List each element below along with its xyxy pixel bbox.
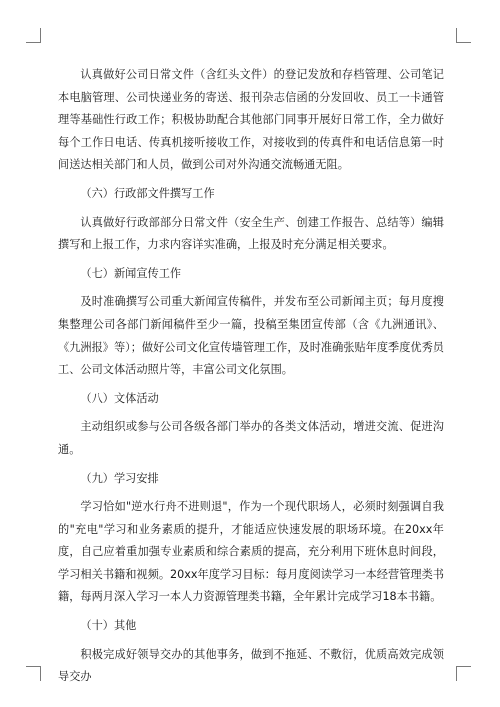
crop-mark-bottom-left [26, 666, 41, 681]
heading-section-10: （十）其他 [80, 619, 137, 633]
paragraph-admin-work: 认真做好公司日常文件（含红头文件）的登记发放和存档管理、公司笔记本电脑管理、公司快递业务的寄送、报刊杂志信函的分发回收、员工一卡通管理等基础性行政工作；积极协助配合其他部门同事开展好日常工作，全力做好每个工作日电话、传真机接听接收工作，对接收到的传真件和电话信息第一时间送达相关部门和人员，做到公司对外沟通交流畅通无阻。 [58, 68, 444, 172]
paragraph-study-plan: 学习恰如"逆水行舟不进则退"，作为一个现代职场人，必须时刻强调自我的"充电"学习和业务素质的提升，才能适应快速发展的职场环境。在20xx年度，自己应着重加强专业素质和综合素质的提高，充分利用下班休息时间段，学习相关书籍和视频。20xx年度学习目标：每月度阅读学习一本经营管理类书籍，每两月深入学习一本人力资源管理类书籍，全年累计完成学习18本书籍。 [58, 500, 444, 604]
crop-mark-top-right [456, 28, 471, 43]
heading-section-9: （九）学习安排 [80, 471, 159, 485]
paragraph-cultural-activities: 主动组织或参与公司各级各部门举办的各类文体活动，增进交流、促进沟通。 [58, 420, 444, 456]
crop-mark-top-left [26, 28, 41, 43]
heading-section-8: （八）文体活动 [80, 391, 159, 405]
crop-mark-bottom-right [456, 666, 471, 681]
document-body [58, 64, 444, 689]
heading-section-7: （七）新闻宣传工作 [80, 266, 182, 280]
paragraph-document-writing: 认真做好行政部部分日常文件（安全生产、创建工作报告、总结等）编辑撰写和上报工作，力求内容详实准确，上报及时充分满足相关要求。 [58, 215, 444, 252]
heading-section-6: （六）行政部文件撰写工作 [80, 186, 215, 200]
paragraph-news-publicity: 及时准确撰写公司重大新闻宣传稿件，并发布至公司新闻主页；每月度搜集整理公司各部门新闻稿件至少一篇，投稿至集团宣传部（含《九洲通讯》、《九洲报》等）；做好公司文化宣传墙管理工作，及时准确张贴年度季度优秀员工、公司文体活动照片等，丰富公司文化氛围。 [58, 295, 444, 377]
paragraph-other-tasks: 积极完成好领导交办的其他事务，做到不拖延、不敷衍，优质高效完成领导交办 [58, 647, 444, 684]
